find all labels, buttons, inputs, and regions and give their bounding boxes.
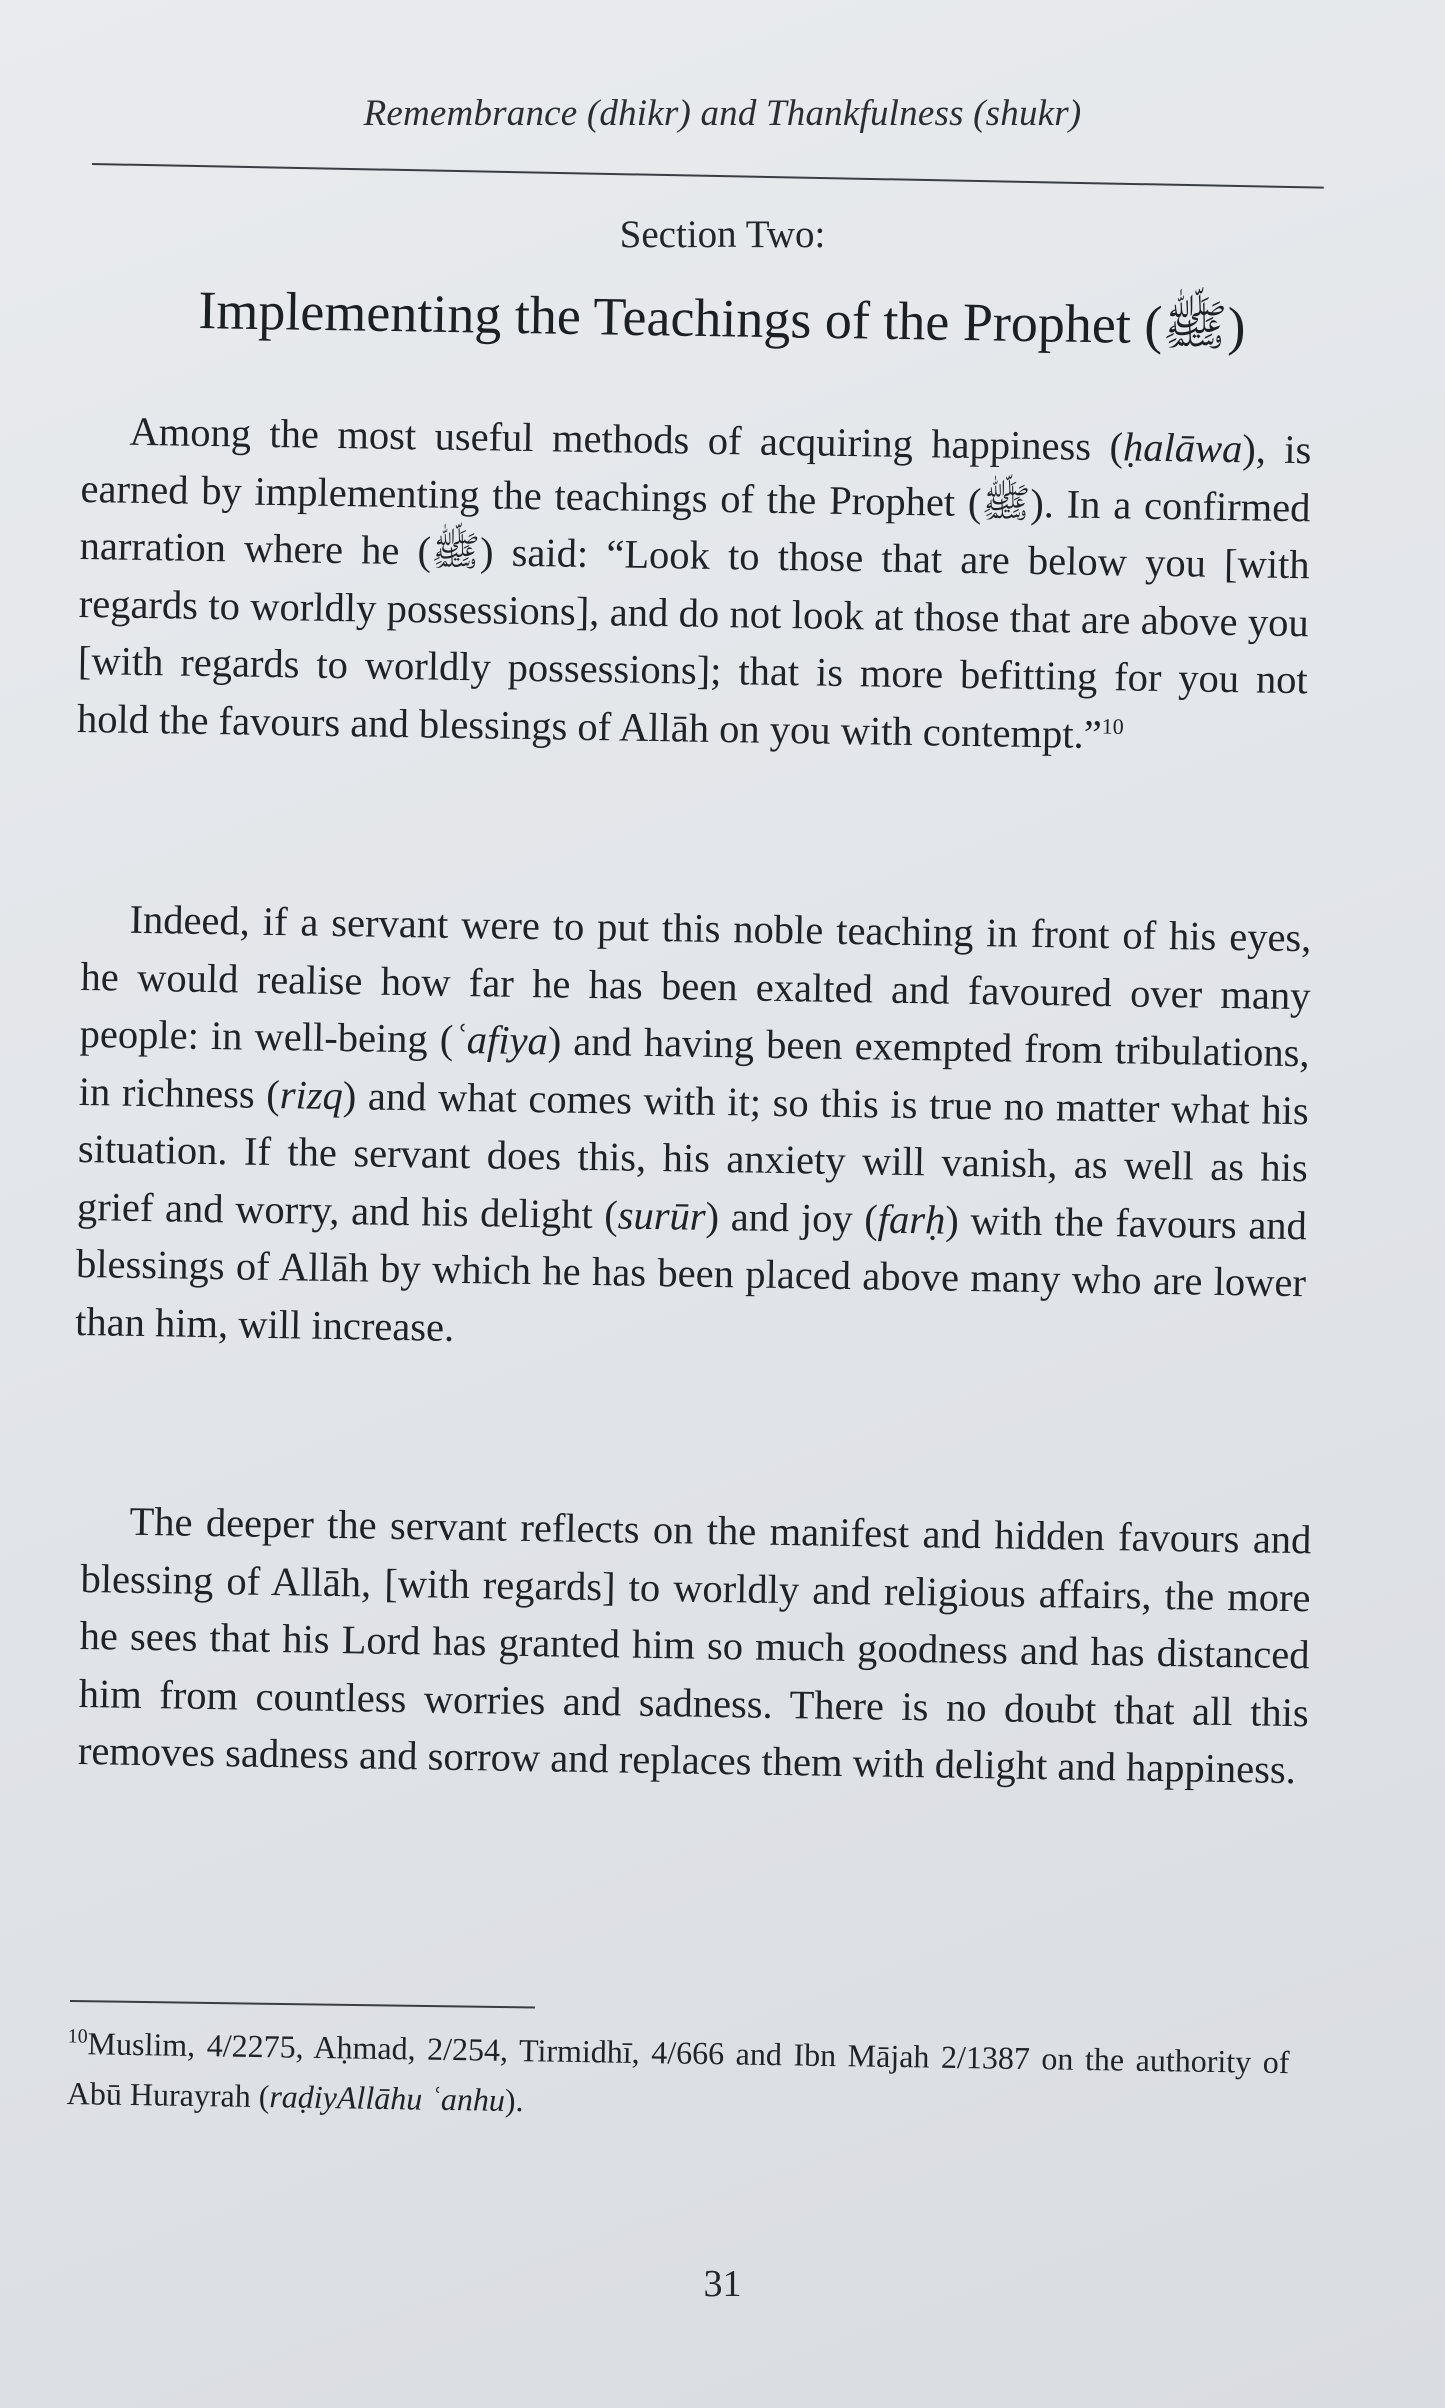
running-header: Remembrance (dhikr) and Thankfulness (shukr): [363, 93, 1082, 134]
transliteration: surūr: [617, 1191, 706, 1239]
paragraph-3: [77, 1492, 1311, 1799]
section-label: Section Two:: [619, 213, 826, 256]
footnote-reference[interactable]: 10: [1101, 713, 1124, 739]
footnote: [66, 2018, 1289, 2137]
footnote-divider: [70, 2000, 535, 2008]
paragraph-text: ) with the favours and blessings of Allāh by which he has been placed above many who are lower than him, will increase.: [74, 1197, 1308, 1350]
paragraph-text: ) and joy (: [705, 1193, 879, 1242]
footnote-text: ).: [504, 2081, 524, 2119]
transliteration: ʿafiya: [452, 1016, 549, 1064]
paragraph-text: The deeper the servant reflects on the manifest and hidden favours and blessing of Allāh, [with regards] to worldly and religious affairs, the more he sees that his Lord has granted him so much goodness and has distanced him from countless worries and sadness. There is no doubt that all this removes sadness and sorrow and replaces them with delight and happiness.: [77, 1498, 1312, 1793]
footnote-number: 10: [67, 2025, 88, 2048]
transliteration: ḥalāwa: [1122, 424, 1243, 472]
paragraph-text: Among the most useful methods of acquiring happiness (: [129, 408, 1124, 470]
paragraph-1: [77, 402, 1312, 766]
paragraph-text: ), is earned by implementing the teachings of the Prophet (ﷺ). In a confirmed narration where he (ﷺ) said: “Look to those that are below you [with regards to worldly possessions], and do not look at those that are above you [with regards to worldly possessions]; that is more befitting for you not hold the favours and blessings of Allāh on you with contempt.”: [76, 426, 1312, 757]
paragraph-text: Indeed, if a servant were to put this noble teaching in front of his eyes, he would realise how far he has been exalted and favoured over many people: in well-being (: [79, 896, 1312, 1062]
transliteration: farḥ: [877, 1196, 946, 1243]
section-title: Implementing the Teachings of the Prophet (ﷺ): [198, 280, 1247, 357]
paragraph-text: ) and having been exempted from tribulations, in richness (: [78, 1018, 1310, 1117]
page-number: 31: [703, 2263, 742, 2305]
paragraph-2: [75, 890, 1312, 1369]
transliteration: raḍiyAllāhu ʿanhu: [269, 2078, 506, 2118]
transliteration: rizq: [279, 1071, 344, 1118]
paragraph-text: ) and what comes with it; so this is true no matter what his situation. If the servant does this, his anxiety will vanish, as well as his grief and worry, and his delight (: [76, 1072, 1310, 1237]
footnote-text: Muslim, 4/2275, Aḥmad, 2/254, Tirmidhī, 4/666 and Ibn Mājah 2/1387 on the authority of Abū Hurayrah (: [66, 2025, 1290, 2115]
header-divider: [92, 163, 1324, 189]
